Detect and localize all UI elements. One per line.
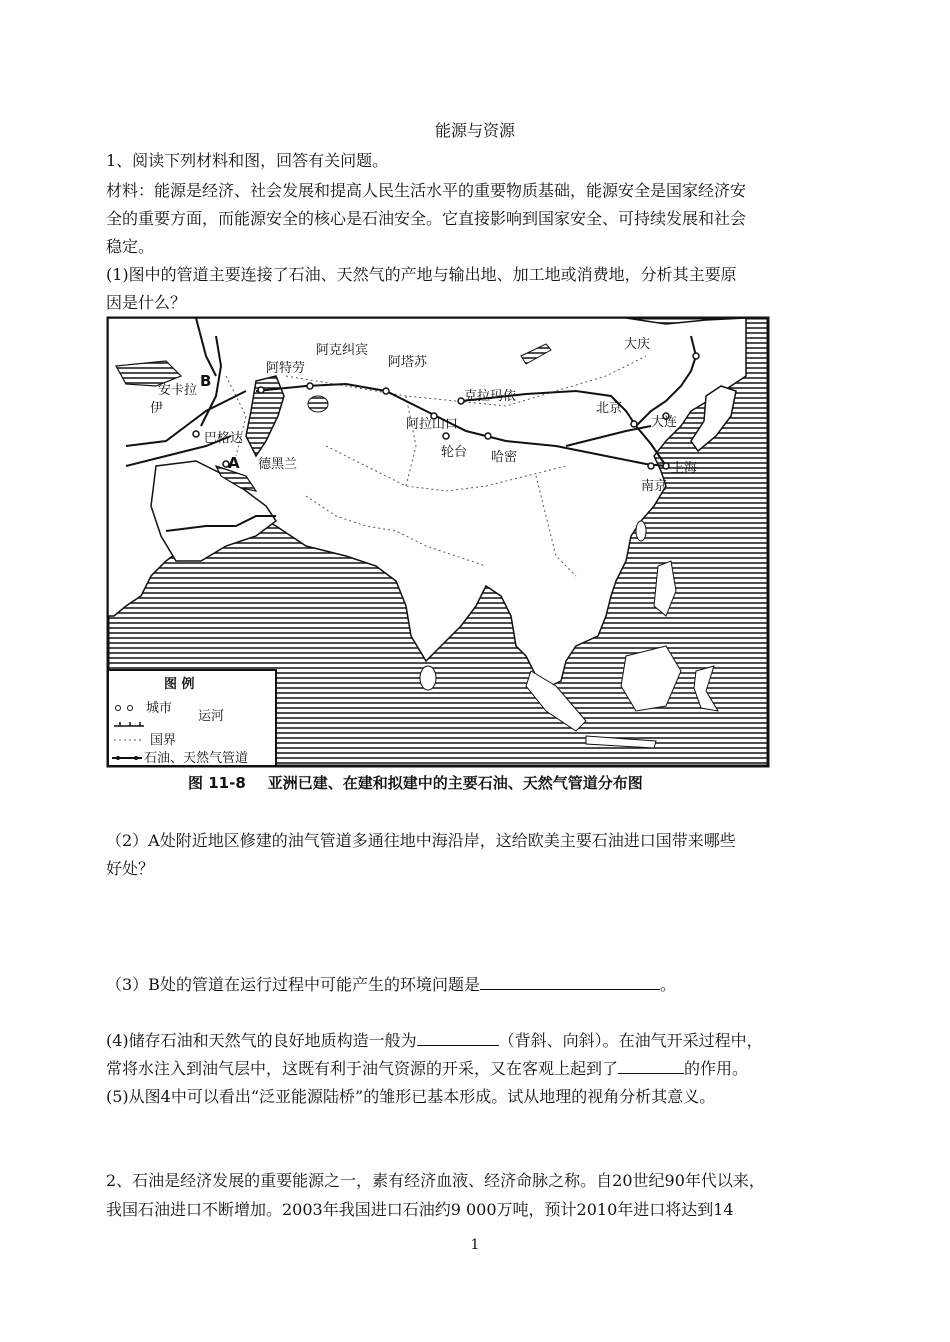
question-1-2-line-1: （2）A处附近地区修建的油气管道多通往地中海沿岸，这给欧美主要石油进口国带来哪些 xyxy=(106,831,736,850)
label-daqing: 大庆 xyxy=(624,337,651,352)
caption-number: 图 11-8 xyxy=(188,774,246,792)
question-1-3-text: （3）B处的管道在运行过程中可能产生的环境问题是 xyxy=(106,975,480,994)
label-akejiubin: 阿克纠宾 xyxy=(316,343,369,358)
legend-city: 城市 xyxy=(146,701,173,716)
caption-text: 亚洲已建、在建和拟建中的主要石油、天然气管道分布图 xyxy=(267,774,643,792)
pipeline-map xyxy=(106,316,770,768)
question-1-1-line-2: 因是什么？ xyxy=(106,293,187,312)
label-luntai: 轮台 xyxy=(441,445,468,460)
label-atasu: 阿塔苏 xyxy=(388,355,428,370)
label-atelao: 阿特劳 xyxy=(266,361,306,376)
label-nanjing: 南京 xyxy=(641,479,668,494)
question-1-4-text-b: （背斜、向斜）。在油气开采过程中， xyxy=(498,1031,763,1050)
question-1-4-line-1 xyxy=(106,1028,763,1051)
map-caption xyxy=(188,772,643,793)
question-1-3 xyxy=(106,972,676,995)
legend-canal: 运河 xyxy=(198,709,225,724)
label-hami: 哈密 xyxy=(491,450,518,465)
map-legend xyxy=(108,670,276,766)
label-mark-b: B xyxy=(200,372,212,390)
legend-pipeline: 石油、天然气管道 xyxy=(144,751,249,766)
label-dalian: 大连 xyxy=(651,415,678,430)
question-1-4-text-c: 常将水注入到油气层中，这既有利于油气资源的开采，又在客观上起到了 xyxy=(106,1059,619,1078)
question-1-4-line-2 xyxy=(106,1056,748,1079)
page-number: 1 xyxy=(470,1237,480,1253)
question-1-3-end: 。 xyxy=(659,975,676,994)
label-shanghai: 上海 xyxy=(671,461,698,476)
material-line-3: 稳定。 xyxy=(106,237,155,256)
label-mark-a: A xyxy=(228,454,240,472)
material-line-2: 全的重要方面，而能源安全的核心是石油安全。它直接影响到国家安全、可持续发展和社会 xyxy=(106,209,747,228)
question-1-5: (5)从图4中可以看出“泛亚能源陆桥”的雏形已基本形成。试从地理的视角分析其意义。 xyxy=(106,1087,716,1106)
legend-border: 国界 xyxy=(150,733,177,748)
page-title: 能源与资源 xyxy=(434,121,515,140)
label-yi: 伊 xyxy=(150,401,164,416)
question-1-4-text-a: (4)储存石油和天然气的良好地质构造一般为 xyxy=(106,1031,417,1050)
question-1-intro: 1、阅读下列材料和图，回答有关问题。 xyxy=(106,151,389,170)
label-alashankou: 阿拉山口 xyxy=(406,417,459,432)
label-beijing: 北京 xyxy=(596,401,623,416)
question-2-line-1: 2、石油是经济发展的重要能源之一，素有经济血液、经济命脉之称。自20世纪90年代以来， xyxy=(106,1171,765,1190)
question-1-2-line-2: 好处？ xyxy=(106,859,155,878)
label-ankara: 安卡拉 xyxy=(158,383,198,398)
label-tehran: 德黑兰 xyxy=(258,457,298,472)
answer-blank-1-4-structure[interactable] xyxy=(417,1031,499,1046)
answer-blank-1-3[interactable] xyxy=(480,975,660,990)
question-1-4-text-d: 的作用。 xyxy=(684,1059,749,1078)
legend-title: 图 例 xyxy=(164,677,195,692)
sri-lanka xyxy=(420,666,436,690)
label-kelamayi: 克拉玛依 xyxy=(464,389,517,404)
question-1-1-line-1: (1)图中的管道主要连接了石油、天然气的产地与输出地、加工地或消费地，分析其主要原 xyxy=(106,265,737,284)
answer-blank-1-4-effect[interactable] xyxy=(618,1059,684,1074)
taiwan xyxy=(636,521,646,541)
question-2-line-2: 我国石油进口不断增加。2003年我国进口石油约9 000万吨，预计2010年进口将达到14 xyxy=(106,1200,734,1219)
label-baghdad: 巴格达 xyxy=(204,431,244,446)
aral-sea xyxy=(308,396,328,412)
material-line-1: 材料：能源是经济、社会发展和提高人民生活水平的重要物质基础，能源安全是国家经济安 xyxy=(106,181,747,200)
